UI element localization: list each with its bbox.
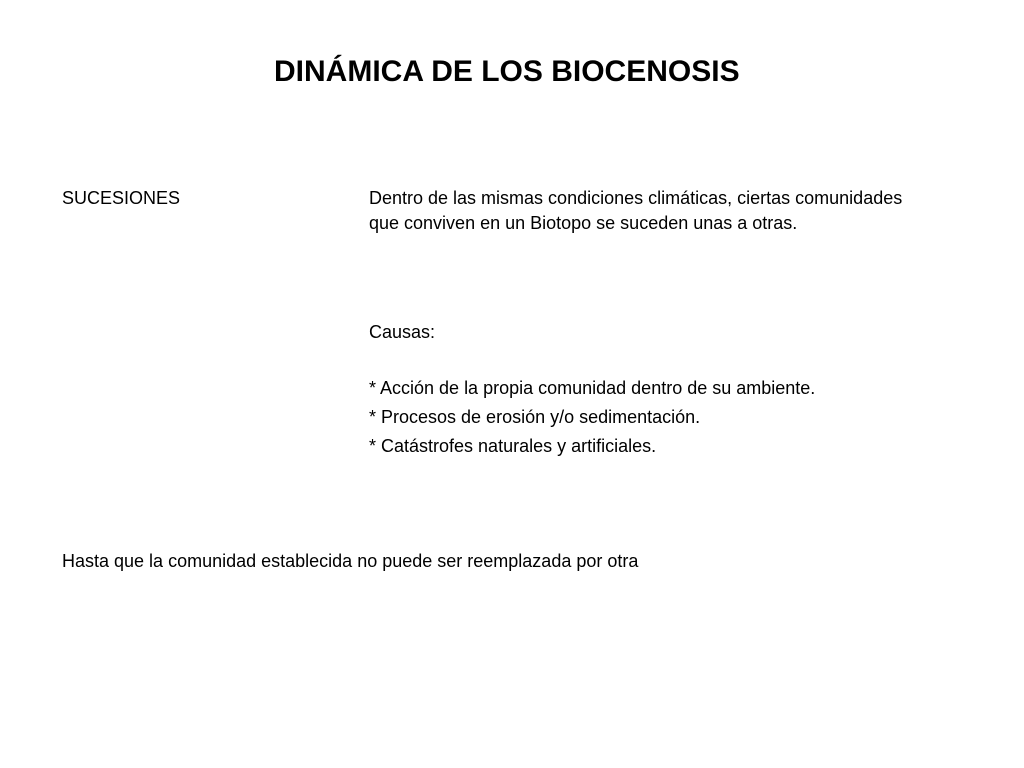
- slide-title: DINÁMICA DE LOS BIOCENOSIS: [274, 55, 740, 88]
- causes-list: [369, 376, 815, 463]
- title-container: [274, 54, 874, 90]
- conclusion-text: Hasta que la comunidad establecida no puede ser reemplazada por otra: [62, 551, 639, 571]
- cause-item: * Catástrofes naturales y artificiales.: [369, 436, 657, 456]
- causes-heading: Causas:: [369, 322, 436, 342]
- cause-item: * Acción de la propia comunidad dentro de su ambiente.: [369, 378, 816, 398]
- term-label: SUCESIONES: [62, 188, 181, 208]
- cause-item: * Procesos de erosión y/o sedimentación.: [369, 407, 701, 427]
- term-definition: Dentro de las mismas condiciones climáticas, ciertas comunidades que conviven en un Biotopo se suceden unas a otras.: [369, 188, 903, 233]
